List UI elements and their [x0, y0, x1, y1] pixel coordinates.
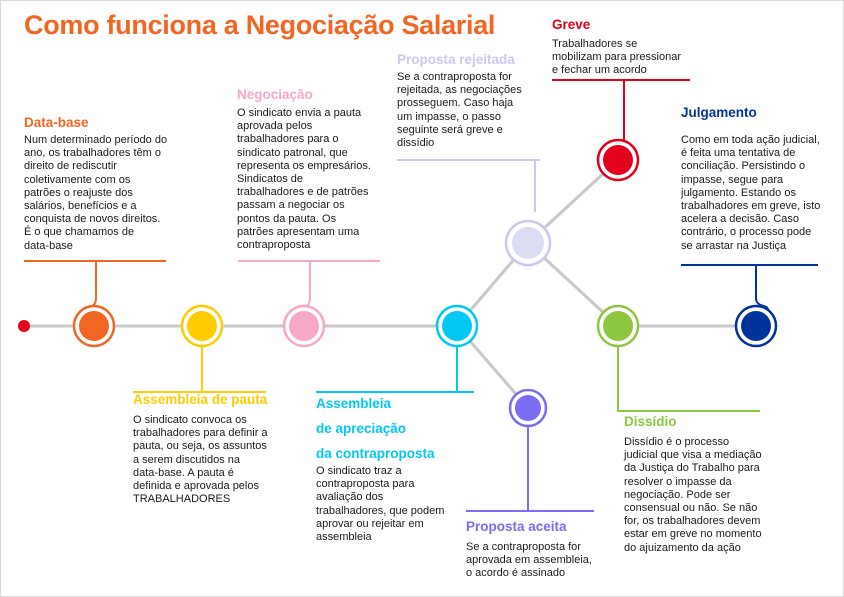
assembleia-pauta-heading: Assembleia de pauta [133, 392, 268, 407]
rejeitada-callout-line [397, 160, 540, 212]
julgamento-text: Como em toda ação judicial, é feita uma tentativa de conciliação. Persistindo o impasse, segue para julgamento. Estando os trabalhadores em greve, isto acelera a decisão. Caso contrário, o processo pode se arrastar na Justiça [681, 134, 821, 252]
apreciacao-heading-line-3: da contraproposta [316, 446, 435, 461]
julgamento-heading: Julgamento [681, 105, 757, 120]
greve-text: Trabalhadores se mobilizam para pressionar e fechar um acordo [552, 38, 681, 77]
node-data-base [74, 306, 114, 346]
negociacao-text: O sindicato envia a pauta aprovada pelos trabalhadores para o sindicato patronal, que representa os empresários. Sindicatos de trabalhadores e de patrões passam a negociar os pontos da pauta. Os patrões apresentam uma contraproposta [237, 107, 371, 252]
node-negociacao [284, 306, 324, 346]
proposta-rejeitada-text: Se a contraproposta for rejeitada, as negociações prosseguem. Caso haja um impasse, o passo seguinte será greve e dissídio [397, 71, 522, 150]
node-dissidio [598, 306, 638, 346]
greve-callout-line [552, 80, 690, 140]
assembleia-pauta-text: O sindicato convoca os trabalhadores para definir a pauta, ou seja, os assuntos a serem discutidos na data-base. A pauta é definida e aprovada pelos TRABALHADORES [133, 414, 268, 506]
node-julgamento [736, 306, 776, 346]
dissidio-heading: Dissídio [624, 414, 677, 429]
julgamento-callout-line [681, 265, 818, 310]
dissidio-callout-line [618, 344, 760, 411]
page-title: Como funciona a Negociação Salarial [24, 10, 496, 40]
apreciacao-heading-line-2: de apreciação [316, 421, 407, 436]
apreciacao-heading [316, 391, 435, 466]
data-base-heading: Data-base [24, 115, 89, 130]
node-proposta-rejeitada [506, 221, 550, 265]
start-dot [18, 320, 30, 332]
dissidio-text: Dissídio é o processo judicial que visa a mediação da Justiça do Trabalho para resolver o impasse da negociação. Pode ser consensual ou não. Se não for, os trabalhadores devem estar em greve no momento do ajuizamento da ação [624, 436, 762, 554]
data-base-text: Num determinado período do ano, os trabalhadores têm o direito de rediscutir coletivamente com os patrões o reajuste dos salários, benefícios e a conquista de novos direitos. É o que chamamos de data-base [24, 134, 168, 252]
apreciacao-heading-line-1: Assembleia [316, 396, 392, 411]
proposta-aceita-heading: Proposta aceita [466, 519, 567, 534]
greve-heading: Greve [552, 17, 591, 32]
proposta-rejeitada-heading: Proposta rejeitada [397, 52, 515, 67]
aceita-callout-line [466, 426, 594, 511]
assembleia-pauta-callout-line [133, 344, 266, 392]
apreciacao-callout-line [316, 344, 474, 392]
negociacao-heading: Negociação [237, 87, 313, 102]
node-assembleia-pauta [182, 306, 222, 346]
node-proposta-aceita [510, 390, 546, 426]
node-greve [598, 140, 638, 180]
node-apreciacao [437, 306, 477, 346]
apreciacao-text: O sindicato traz a contraproposta para avaliação dos trabalhadores, que podem aprovar ou rejeitar em assembleia [316, 465, 445, 544]
proposta-aceita-text: Se a contraproposta for aprovada em assembleia, o acordo é assinado [466, 541, 592, 580]
